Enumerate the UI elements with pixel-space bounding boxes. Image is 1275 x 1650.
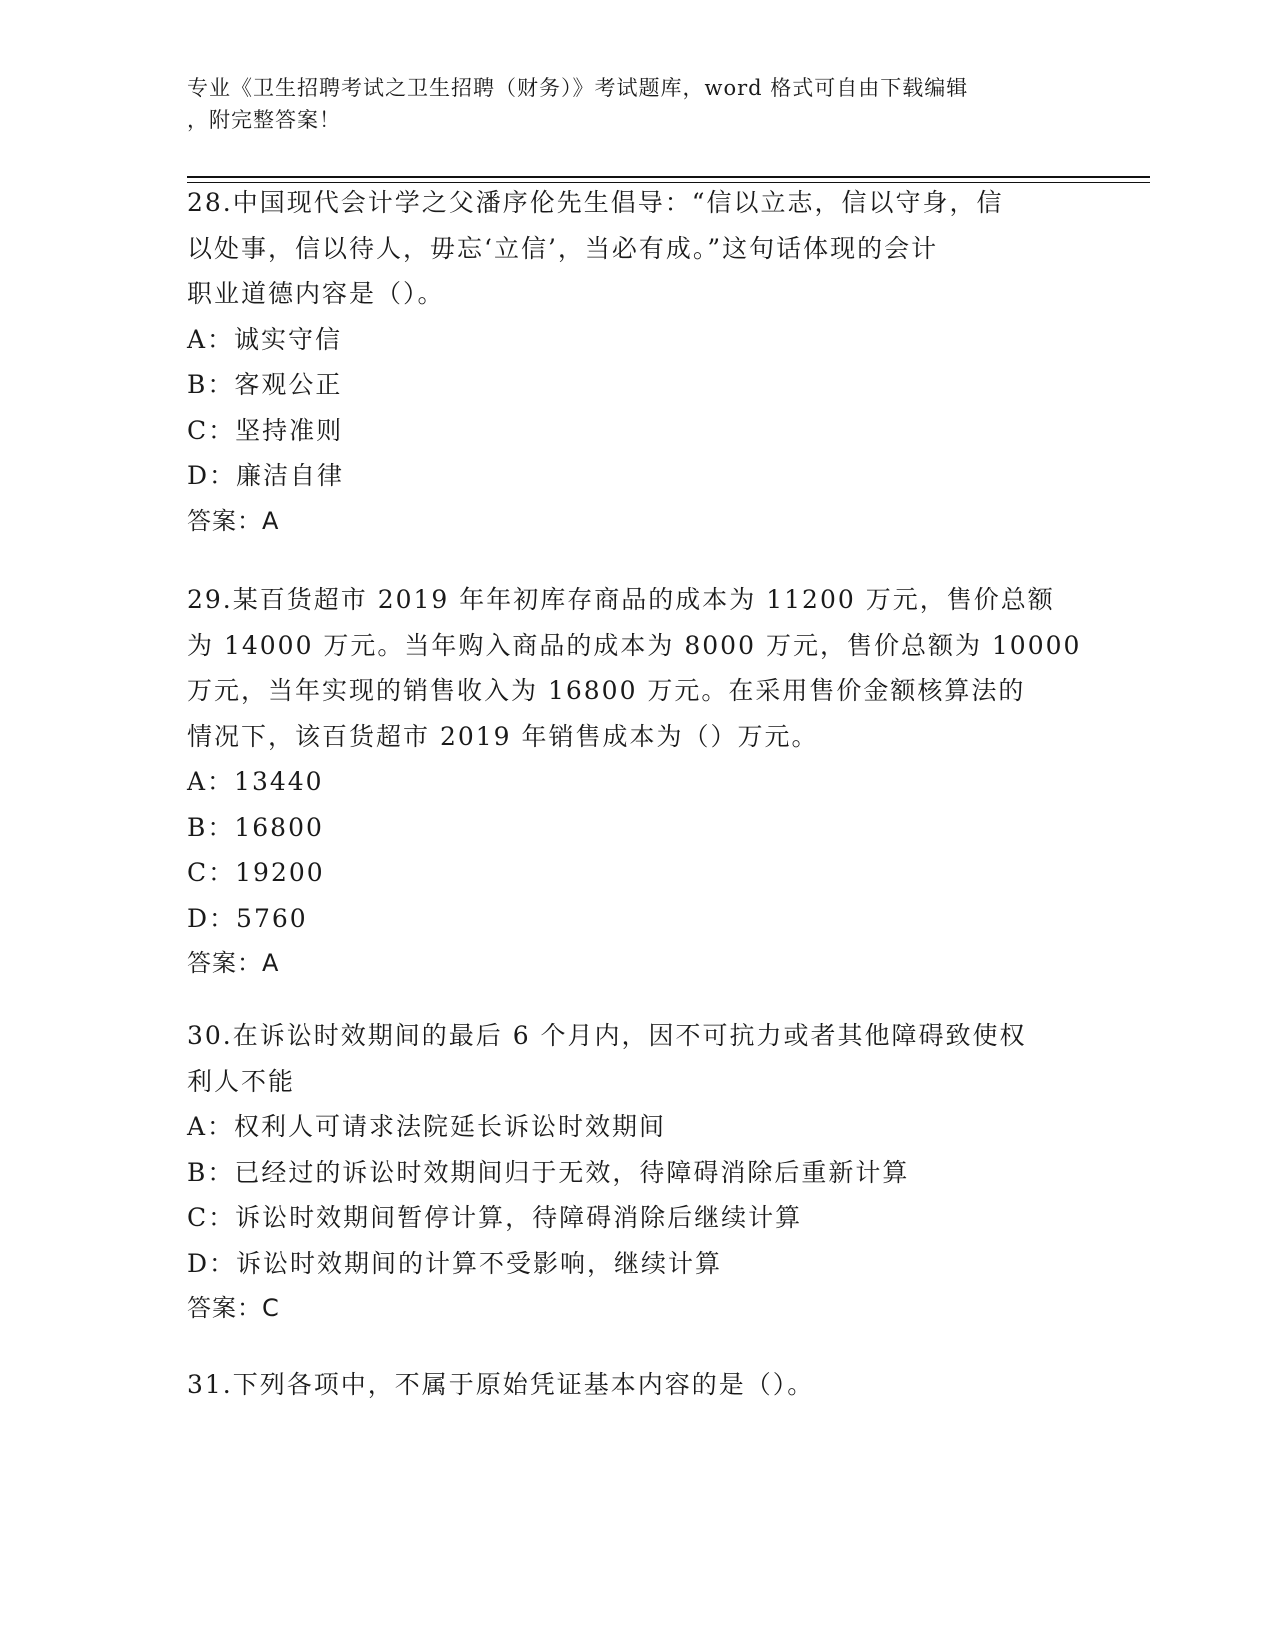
header-rule-thick bbox=[187, 176, 1150, 178]
option-b: B：客观公正 bbox=[187, 370, 343, 399]
question-stem-line: 31.下列各项中，不属于原始凭证基本内容的是（）。 bbox=[187, 1370, 815, 1399]
document-header bbox=[187, 72, 1087, 136]
question-30 bbox=[187, 1013, 1087, 1332]
header-line-1: 专业《卫生招聘考试之卫生招聘（财务）》考试题库，word 格式可自由下载编辑 bbox=[187, 76, 969, 100]
answer-label: 答案：A bbox=[187, 949, 280, 977]
question-stem-line: 以处事，信以待人，毋忘‘立信’，当必有成。”这句话体现的会计 bbox=[187, 233, 939, 263]
question-stem-line: 职业道德内容是（）。 bbox=[187, 279, 445, 308]
question-stem-line: 28.中国现代会计学之父潘序伦先生倡导：“信以立志，信以守身，信 bbox=[187, 188, 1004, 217]
question-31 bbox=[187, 1362, 1087, 1408]
question-stem-line: 30.在诉讼时效期间的最后 6 个月内，因不可抗力或者其他障碍致使权 bbox=[187, 1021, 1027, 1050]
option-b: B：已经过的诉讼时效期间归于无效，待障碍消除后重新计算 bbox=[187, 1157, 910, 1187]
question-stem-line: 为 14000 万元。当年购入商品的成本为 8000 万元，售价总额为 10000 bbox=[187, 630, 1082, 660]
option-d: D：廉洁自律 bbox=[187, 461, 345, 490]
question-stem-line: 万元，当年实现的销售收入为 16800 万元。在采用售价金额核算法的 bbox=[187, 676, 1026, 705]
question-stem-line: 利人不能 bbox=[187, 1066, 296, 1096]
question-stem-line: 情况下，该百货超市 2019 年销售成本为（）万元。 bbox=[187, 721, 819, 751]
option-a: A：诚实守信 bbox=[187, 324, 343, 354]
option-a: A：权利人可请求法院延长诉讼时效期间 bbox=[187, 1112, 667, 1141]
answer-label: 答案：A bbox=[187, 506, 280, 535]
option-a: A：13440 bbox=[187, 767, 324, 796]
question-stem-line: 29.某百货超市 2019 年年初库存商品的成本为 11200 万元，售价总额 bbox=[187, 585, 1055, 614]
option-b: B：16800 bbox=[187, 812, 324, 842]
header-line-2: ，附完整答案！ bbox=[187, 108, 341, 132]
question-28 bbox=[187, 180, 1087, 544]
option-c: C：坚持准则 bbox=[187, 415, 344, 445]
option-c: C：19200 bbox=[187, 858, 325, 887]
option-c: C：诉讼时效期间暂停计算，待障碍消除后继续计算 bbox=[187, 1203, 803, 1232]
option-d: D：5760 bbox=[187, 903, 308, 933]
answer-label: 答案：C bbox=[187, 1294, 280, 1322]
question-29 bbox=[187, 577, 1087, 987]
option-d: D：诉讼时效期间的计算不受影响，继续计算 bbox=[187, 1248, 723, 1278]
